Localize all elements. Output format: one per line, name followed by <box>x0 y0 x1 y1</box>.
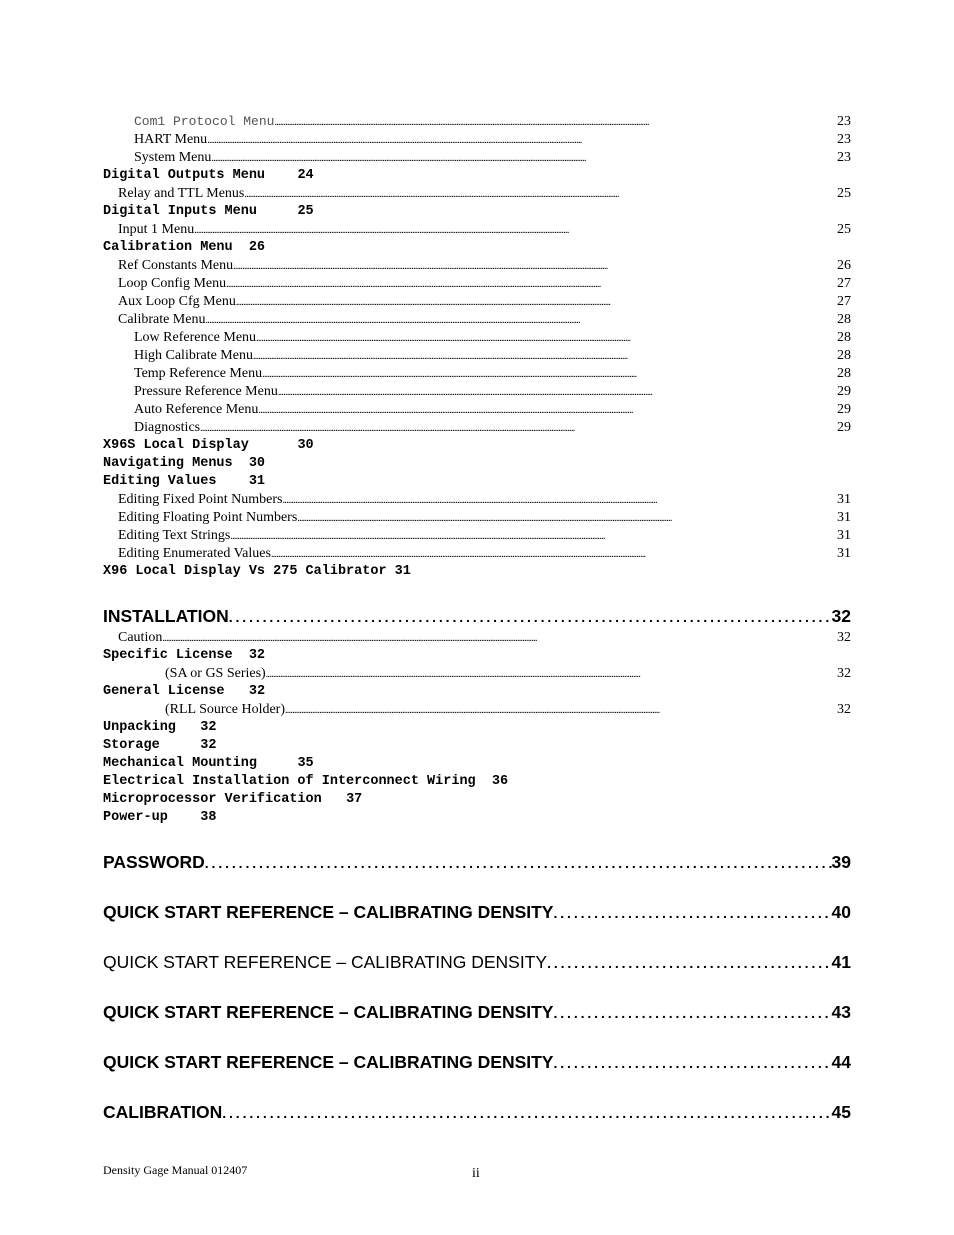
toc-entry-electrical-installation[interactable] <box>103 773 851 791</box>
toc-dot-leader <box>266 665 837 683</box>
toc-entry-page: 23 <box>837 132 851 147</box>
toc-dot-leader <box>205 311 837 329</box>
toc-entry-title: Calibration Menu <box>103 240 233 255</box>
toc-entry-page: 45 <box>831 1102 851 1122</box>
toc-dot-leader <box>229 603 832 629</box>
toc-entry-title: INSTALLATION <box>103 606 229 626</box>
toc-entry-unpacking[interactable] <box>103 719 851 737</box>
toc-entry-microprocessor-verification[interactable] <box>103 791 851 809</box>
toc-entry-page: 26 <box>248 240 266 255</box>
toc-entry-specific-license[interactable] <box>103 647 851 665</box>
toc-entry-page: 28 <box>837 366 851 381</box>
toc-entry-page: 35 <box>297 756 314 771</box>
toc-section-quick-start-3[interactable] <box>103 999 851 1025</box>
toc-entry-page: 27 <box>837 276 851 291</box>
toc-dot-leader <box>200 419 837 437</box>
footer-document-title: Density Gage Manual 012407 <box>103 1163 248 1177</box>
toc-entry-page: 36 <box>491 774 509 789</box>
toc-entry-page: 43 <box>831 1002 851 1022</box>
toc-dot-leader <box>256 329 837 347</box>
toc-entry-page: 25 <box>837 186 851 201</box>
toc-entry-title: X96 Local Display Vs 275 Calibrator <box>103 564 387 579</box>
toc-entry-editing-fixed[interactable] <box>103 491 851 509</box>
toc-entry-general-license[interactable] <box>103 683 851 701</box>
toc-entry-x96s-local-display[interactable] <box>103 437 851 455</box>
toc-entry-title: Calibrate Menu <box>118 312 206 327</box>
toc-entry-title: System Menu <box>134 150 212 165</box>
toc-entry-title: Navigating Menus <box>103 456 233 471</box>
toc-dot-leader <box>258 401 837 419</box>
toc-entry-calibrate[interactable] <box>103 311 851 329</box>
toc-entry-title: (RLL Source Holder) <box>165 702 285 717</box>
toc-entry-title: Mechanical Mounting <box>103 756 257 771</box>
toc-entry-page: 23 <box>837 150 851 165</box>
toc-entry-page: 25 <box>837 222 851 237</box>
toc-entry-title: QUICK START REFERENCE – CALIBRATING DENSITY <box>103 902 554 922</box>
toc-dot-leader <box>278 383 837 401</box>
toc-section-quick-start-1[interactable] <box>103 899 851 925</box>
toc-entry-power-up[interactable] <box>103 809 851 827</box>
toc-entry-title: Ref Constants Menu <box>118 258 234 273</box>
toc-section-quick-start-4[interactable] <box>103 1049 851 1075</box>
toc-entry-editing-enum[interactable] <box>103 545 851 563</box>
toc-dot-leader <box>226 275 837 293</box>
toc-entry-title: PASSWORD <box>103 852 205 872</box>
toc-entry-page: 32 <box>248 648 266 663</box>
toc-dot-leader <box>236 293 837 311</box>
toc-entry-pressure-reference[interactable] <box>103 383 851 401</box>
toc-entry-title: Loop Config Menu <box>118 276 227 291</box>
toc-entry-page: 37 <box>346 792 363 807</box>
toc-dot-leader <box>553 1049 831 1075</box>
toc-dot-leader <box>205 849 832 875</box>
toc-entry-title: Microprocessor Verification <box>103 792 322 807</box>
toc-entry-page: 32 <box>837 666 851 681</box>
toc-dot-leader <box>283 491 838 509</box>
toc-entry-page: 31 <box>394 564 411 579</box>
toc-entry-title: CALIBRATION <box>103 1102 223 1122</box>
toc-entry-page: 40 <box>831 902 851 922</box>
toc-entry-title: Input 1 Menu <box>118 222 195 237</box>
toc-dot-leader <box>297 509 837 527</box>
toc-entry-page: 31 <box>837 546 851 561</box>
toc-entry-title: (SA or GS Series) <box>165 666 266 681</box>
toc-entry-system[interactable] <box>103 149 851 167</box>
toc-entry-title: General License <box>103 684 225 699</box>
table-of-contents <box>103 113 851 1125</box>
toc-entry-page: 24 <box>297 168 314 183</box>
toc-dot-leader <box>553 899 831 925</box>
toc-entry-page: 41 <box>831 952 851 972</box>
toc-entry-title: Editing Text Strings <box>118 528 231 543</box>
toc-entry-page: 27 <box>837 294 851 309</box>
toc-dot-leader <box>194 221 837 239</box>
toc-dot-leader <box>162 629 837 647</box>
toc-entry-page: 32 <box>837 702 851 717</box>
toc-entry-title: X96S Local Display <box>103 438 249 453</box>
toc-dot-leader <box>207 131 837 149</box>
toc-entry-title: Editing Floating Point Numbers <box>118 510 298 525</box>
toc-entry-navigating-menus[interactable] <box>103 455 851 473</box>
toc-entry-hart[interactable] <box>103 131 851 149</box>
toc-entry-title: QUICK START REFERENCE – CALIBRATING DENSITY <box>103 1052 554 1072</box>
toc-entry-title: Caution <box>118 630 163 645</box>
toc-entry-page: 23 <box>837 114 851 129</box>
toc-entry-page: 26 <box>837 258 851 273</box>
toc-entry-title: Storage <box>103 738 160 753</box>
toc-section-password[interactable] <box>103 849 851 875</box>
toc-entry-title: Relay and TTL Menus <box>118 186 245 201</box>
toc-entry-page: 29 <box>837 384 851 399</box>
toc-entry-title: Electrical Installation of Interconnect Wiring <box>103 774 476 789</box>
toc-dot-leader <box>285 701 837 719</box>
toc-entry-title: Low Reference Menu <box>134 330 257 345</box>
toc-entry-page: 32 <box>200 738 217 753</box>
toc-entry-digital-outputs[interactable] <box>103 167 851 185</box>
toc-entry-auto-reference[interactable] <box>103 401 851 419</box>
toc-entry-calibration-menu[interactable] <box>103 239 851 257</box>
toc-entry-title: QUICK START REFERENCE – CALIBRATING DENSITY <box>103 952 548 972</box>
toc-entry-page: 31 <box>837 510 851 525</box>
toc-entry-x96-vs-275[interactable] <box>103 563 851 581</box>
toc-dot-leader <box>253 347 837 365</box>
toc-entry-editing-text[interactable] <box>103 527 851 545</box>
toc-entry-title: Digital Outputs Menu <box>103 168 266 183</box>
toc-entry-page: 29 <box>837 420 851 435</box>
toc-entry-relay-ttl[interactable] <box>103 185 851 203</box>
toc-entry-page: 28 <box>837 330 851 345</box>
toc-entry-page: 32 <box>248 684 266 699</box>
toc-entry-page: 31 <box>248 474 266 489</box>
toc-dot-leader <box>222 1099 831 1125</box>
toc-entry-diagnostics[interactable] <box>103 419 851 437</box>
toc-entry-page: 38 <box>200 810 217 825</box>
toc-dot-leader <box>211 149 837 167</box>
toc-entry-title: Editing Enumerated Values <box>118 546 271 561</box>
toc-entry-page: 30 <box>248 456 266 471</box>
toc-entry-digital-inputs[interactable] <box>103 203 851 221</box>
toc-entry-ref-constants[interactable] <box>103 257 851 275</box>
toc-dot-leader <box>233 257 837 275</box>
toc-dot-leader <box>274 113 837 131</box>
toc-entry-title: HART Menu <box>134 132 208 147</box>
toc-entry-page: 31 <box>837 492 851 507</box>
toc-entry-title: Diagnostics <box>134 420 201 435</box>
toc-entry-editing-values[interactable] <box>103 473 851 491</box>
toc-entry-title: Editing Values <box>103 474 217 489</box>
footer-page-number: ii <box>472 1166 480 1181</box>
toc-entry-com1-protocol[interactable] <box>103 113 851 131</box>
toc-section-calibration[interactable] <box>103 1099 851 1125</box>
toc-entry-loop-config[interactable] <box>103 275 851 293</box>
toc-entry-title: Editing Fixed Point Numbers <box>118 492 283 507</box>
toc-entry-title: Com1 Protocol Menu <box>134 114 275 129</box>
toc-entry-title: Power-up <box>103 810 168 825</box>
toc-entry-title: Specific License <box>103 648 233 663</box>
toc-entry-title: Temp Reference Menu <box>134 366 263 381</box>
toc-entry-aux-loop[interactable] <box>103 293 851 311</box>
toc-section-quick-start-2[interactable] <box>103 949 851 975</box>
toc-entry-sa-gs-series[interactable] <box>103 665 851 683</box>
toc-entry-page: 31 <box>837 528 851 543</box>
toc-entry-title: Digital Inputs Menu <box>103 204 257 219</box>
toc-entry-page: 44 <box>831 1052 851 1072</box>
toc-entry-storage[interactable] <box>103 737 851 755</box>
toc-dot-leader <box>262 365 837 383</box>
toc-entry-page: 28 <box>837 348 851 363</box>
toc-entry-title: Unpacking <box>103 720 176 735</box>
toc-entry-editing-floating[interactable] <box>103 509 851 527</box>
toc-entry-page: 32 <box>200 720 217 735</box>
toc-entry-title: Aux Loop Cfg Menu <box>118 294 236 309</box>
toc-entry-input1[interactable] <box>103 221 851 239</box>
toc-entry-page: 32 <box>837 630 851 645</box>
toc-entry-page: 25 <box>297 204 314 219</box>
toc-entry-title: Auto Reference Menu <box>134 402 259 417</box>
toc-section-installation[interactable] <box>103 603 851 629</box>
toc-entry-page: 32 <box>831 606 851 626</box>
toc-dot-leader <box>553 999 831 1025</box>
toc-entry-title: QUICK START REFERENCE – CALIBRATING DENSITY <box>103 1002 554 1022</box>
toc-entry-high-calibrate[interactable] <box>103 347 851 365</box>
toc-dot-leader <box>547 949 831 975</box>
toc-dot-leader <box>244 185 837 203</box>
toc-entry-temp-reference[interactable] <box>103 365 851 383</box>
toc-entry-page: 39 <box>831 852 851 872</box>
toc-entry-rll-source[interactable] <box>103 701 851 719</box>
toc-entry-mechanical-mounting[interactable] <box>103 755 851 773</box>
toc-dot-leader <box>271 545 837 563</box>
toc-entry-page: 30 <box>297 438 314 453</box>
toc-dot-leader <box>230 527 837 545</box>
toc-entry-page: 29 <box>837 402 851 417</box>
toc-entry-caution[interactable] <box>103 629 851 647</box>
toc-entry-title: High Calibrate Menu <box>134 348 253 363</box>
toc-entry-title: Pressure Reference Menu <box>134 384 278 399</box>
toc-entry-page: 28 <box>837 312 851 327</box>
toc-entry-low-reference[interactable] <box>103 329 851 347</box>
